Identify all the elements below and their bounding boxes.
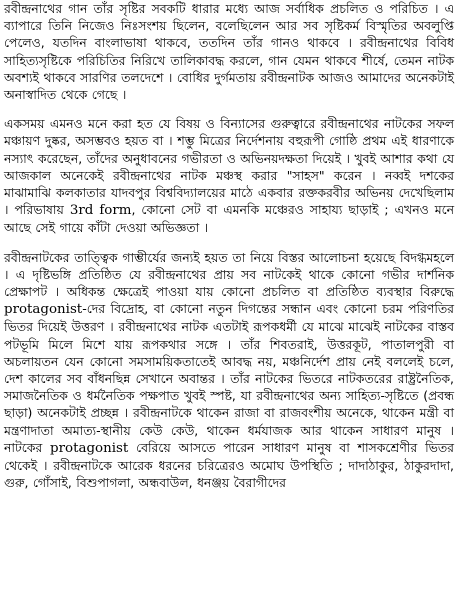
latin-term: protagonist- [4,302,87,318]
paragraph-songs: রবীন্দ্রনাথের গান তাঁর সৃষ্টির সবকটি ধারার মধ্যে আজ সর্বাধিক প্রচলিত ও পরিচিত । এ ব্যাপারে তিনি নিজেও নিঃসংশয় ছিলেন, বলেছিলেন আর সব সৃষ্টিকর্ম বিস্মৃতির অবলুপ্তি পেলেও, যতদিন বাংলাভাষা থাকবে, ততদিন তাঁর গানও থাকবে । রবীন্দ্রনাথের বিবিধ সাহিত্যসৃষ্টিকে পরিচিতির নিরিখে তালিকাবদ্ধ করলে, গান যেমন থাকবে শীর্ষে, তেমন নাটক অবশ্যই থাকবে সারণির তলদেশে । বোধির দুর্গমতায় রবীন্দ্রনাটক আজও আমাদের অনেকটাই অনাস্বাদিত থেকে গেছে । [4,1,454,103]
paragraph-staging: একসময় এমনও মনে করা হত যে বিষয় ও বিন্যাসের গুরুত্বারে রবীন্দ্রনাথের নাটকের সফল মঞ্চায়ণ দুষ্কর, অসম্ভবও হয়ত বা । শম্ভু মিত্রের নির্দেশনায় বহুরূপী গোষ্ঠি প্রথম এই ধারণাকে নস্যাৎ করেছেন, তাঁদের অনুধাবনের গভীরতা ও অভিনয়দক্ষতা দিয়েই । খুবই আশার কথা যে আজকাল অনেকেই রবীন্দ্রনাথের নাটক মঞ্চস্থ করার "সাহস" করেন । নব্বই দশকের মাঝামাঝি কলকাতার যাদবপুর বিশ্ববিদ্যালয়ের মাঠে একবার রক্তকরবীর অভিনয় দেখেছিলাম । পরিভাষায় 3rd form, কোনো সেট বা এমনকি মঞ্চেরও সাহায্য ছাড়াই ; এখনও মনে আছে সেই গায়ে কাঁটা দেওয়া অভিজ্ঞতা । [4,116,454,236]
paragraph-gap [4,103,454,115]
paragraph-philosophy: রবীন্দ্রনাটকের তাত্ত্বিক গাম্ভীর্যের জন্যই হয়ত তা নিয়ে বিস্তর আলোচনা হয়েছে বিদগ্ধমহলে । এ দৃষ্টিভঙ্গি প্রতিষ্ঠিত যে রবীন্দ্রনাথের প্রায় সব নাটকেই থাকে কোনো গভীর দার্শনিক প্রেক্ষাপট । অধিকন্ত ক্ষেত্রেই পাওয়া যায় কোনো প্রচলিত বা প্রতিষ্ঠিত ব্যবস্থার বিরুদ্ধে protagonist-দের বিদ্রোহ, বা কোনো নতুন দিগন্তের সন্ধান এবং কোনো চরম পরিণতির ভিতর দিয়েই উত্তরণ । রবীন্দ্রনাথের নাটক এতটাই রূপকধর্মী যে মাঝে মাঝেই নাটকের বাস্তব পটভূমি মিলে মিশে যায় রূপকথার সঙ্গে । তাঁর শিবতরাই, উত্তরকূট, পাতালপুরী বা অচলায়তন যেন কোনো সমসাময়িকতাতেই আবদ্ধ নয়, মঞ্চনির্দেশ প্রায় নেই বললেই চলে, দেশ কালের সব বাঁধনছিন্ন সেখানে অবান্তর । তাঁর নাটকের ভিতরে নাটকতরের রাষ্ট্রনৈতিক, সমাজনৈতিক ও ধর্মনৈতিক পক্ষপাত খুবই স্পষ্ট, যা রবীন্দ্রনাথের অন্য সাহিত্য-সৃষ্টিতে (প্রবন্ধ ছাড়া) অনেকটাই প্রচ্ছন্ন । রবীন্দ্রনাটকে থাকেন রাজা বা রাজবংশীয় অনেকে, থাকেন মন্ত্রী বা মন্ত্রণাদাতা অমাত্য-স্থানীয় কেউ কেউ, থাকেন ধর্মযাজক আর থাকেন সাধারণ মানুষ । নাটকের protagonist বেরিয়ে আসতে পারেন সাধারণ মানুষ বা শাসকশ্রেণীর ভিতর থেকেই । রবীন্দ্রনাটকে আরেক ধরনের চরিত্রেরও অমোঘ উপস্থিতি ; দাদাঠাকুর, ঠাকুরদাদা, গুরু, গোঁসাই, বিশুপাগলা, অন্ধবাউল, ধনঞ্জয় বৈরাগীদের [4,249,454,491]
latin-term: protagonist [50,440,129,456]
latin-term: form [99,203,132,219]
latin-term: 3rd [69,203,94,219]
paragraph-gap [4,237,454,249]
